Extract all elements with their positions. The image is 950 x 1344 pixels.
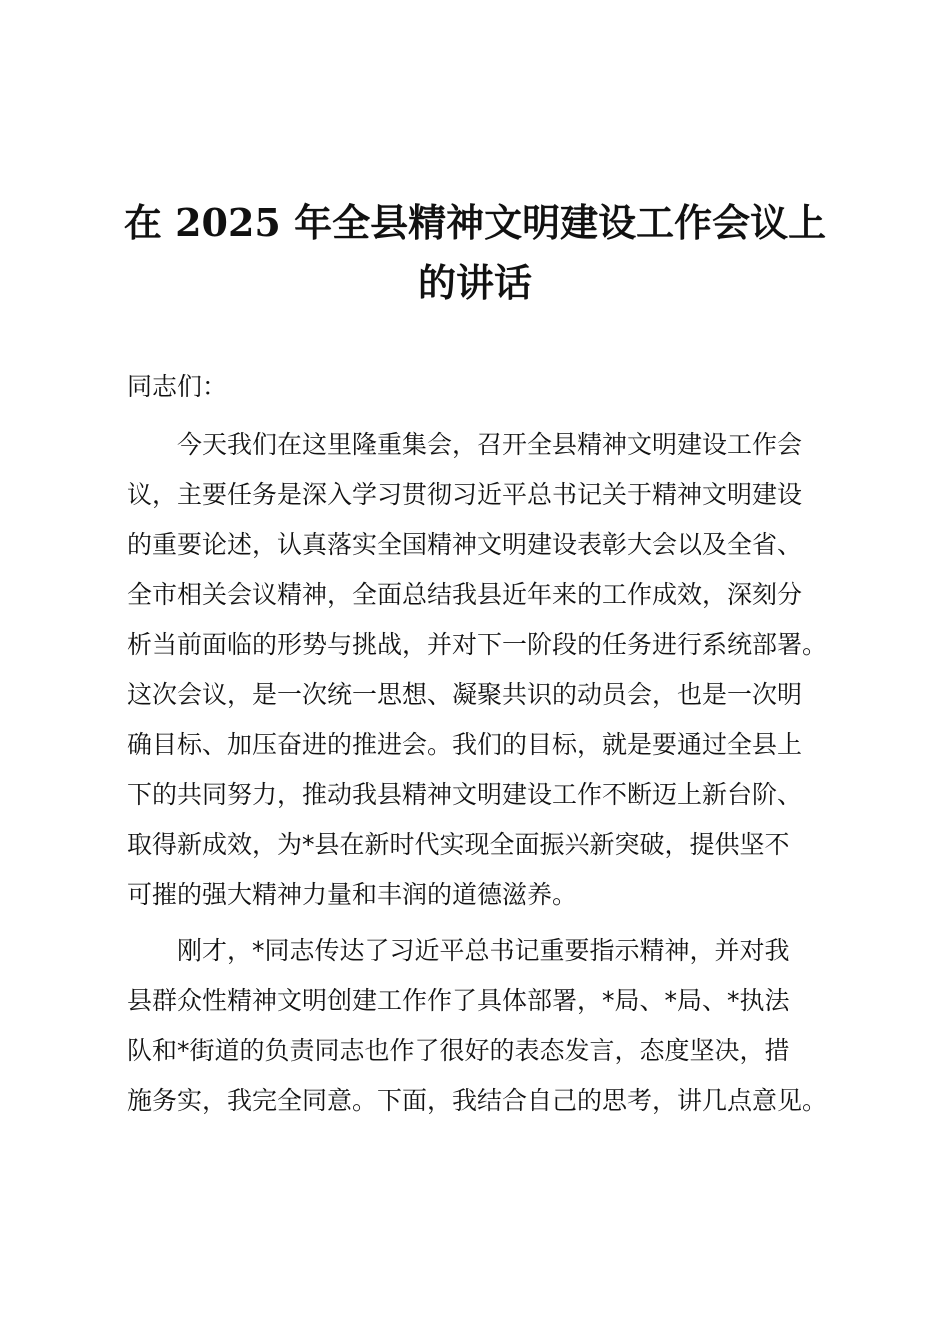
paragraph-line: 取得新成效，为*县在新时代实现全面振兴新突破，提供坚不: [127, 830, 790, 859]
paragraph-line: 队和*街道的负责同志也作了很好的表态发言，态度坚决，措: [127, 1036, 790, 1065]
paragraph-line: 施务实，我完全同意。下面，我结合自己的思考，讲几点意见。: [127, 1086, 828, 1115]
title-line: 的讲话: [417, 260, 532, 305]
paragraph-line: 可摧的强大精神力量和丰润的道德滋养。: [127, 880, 578, 909]
paragraph-line: 下的共同努力，推动我县精神文明建设工作不断迈上新台阶、: [127, 780, 803, 809]
paragraph-2: [127, 926, 827, 1126]
document-title: [100, 193, 850, 313]
paragraph-line: 确目标、加压奋进的推进会。我们的目标，就是要通过全县上: [127, 730, 803, 759]
salutation: [127, 362, 827, 412]
paragraph-line: 全市相关会议精神，全面总结我县近年来的工作成效，深刻分: [127, 580, 803, 609]
salutation-text: 同志们：: [127, 372, 228, 401]
paragraph-line: 今天我们在这里隆重集会，召开全县精神文明建设工作会: [177, 430, 803, 459]
paragraph-line: 析当前面临的形势与挑战，并对下一阶段的任务进行系统部署。: [127, 630, 828, 659]
paragraph-line: 的重要论述，认真落实全国精神文明建设表彰大会以及全省、: [127, 530, 803, 559]
title-line: 在 2025 年全县精神文明建设工作会议上: [123, 200, 827, 245]
paragraph-line: 刚才，*同志传达了习近平总书记重要指示精神，并对我: [177, 936, 790, 965]
paragraph-1: [127, 420, 827, 920]
paragraph-line: 县群众性精神文明创建工作作了具体部署，*局、*局、*执法: [127, 986, 790, 1015]
paragraph-line: 这次会议，是一次统一思想、凝聚共识的动员会，也是一次明: [127, 680, 803, 709]
paragraph-line: 议，主要任务是深入学习贯彻习近平总书记关于精神文明建设: [127, 480, 803, 509]
